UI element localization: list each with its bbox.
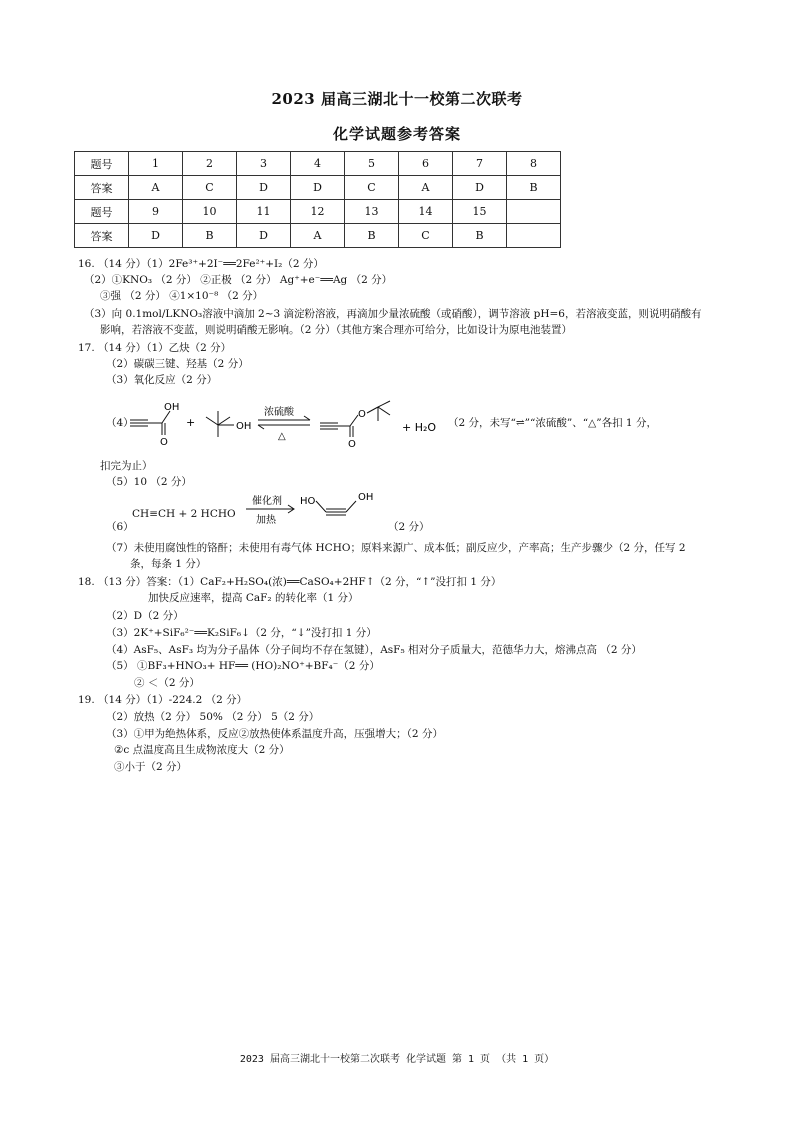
answer-table-cell: 13 [345, 200, 399, 224]
answer-table [74, 151, 561, 248]
answer-table-cell [507, 224, 561, 248]
q17-line-1: 17. （14 分）（1）乙炔（2 分） [78, 342, 232, 354]
answer-table-cell: 15 [453, 200, 507, 224]
answer-table-cell: 11 [237, 200, 291, 224]
q17-6-number: （6） [106, 521, 134, 533]
answer-table-cell: 7 [453, 152, 507, 176]
answer-table-cell: D [237, 176, 291, 200]
q17-line-7: （7）未使用腐蚀性的铬酐；未使用有毒气体 HCHO；原料来源广、成本低；副反应少，产率高；生产步骤少（2 分，任写 2 [106, 542, 686, 554]
carbonyl-o-label: O [348, 439, 356, 450]
answer-table-cell: B [345, 224, 399, 248]
answer-table-row-header: 答案 [75, 224, 129, 248]
ester-product-structure [320, 401, 390, 450]
answer-table-cell: 12 [291, 200, 345, 224]
answer-table-cell: 9 [129, 200, 183, 224]
q19-line-3: （3）①甲为绝热体系，反应②放热使体系温度升高，压强增大；（2 分） [106, 728, 443, 740]
heating-label: 加热 [256, 515, 276, 526]
q17-4-score-note-cont: 扣完为止） [100, 460, 153, 472]
q17-line-3: （3）氧化反应（2 分） [106, 374, 218, 386]
butynediol-structure [300, 492, 373, 515]
q16-line-1: 16. （14 分）（1）2Fe³⁺+2I⁻══2Fe²⁺+I₂（2 分） [78, 258, 324, 270]
answer-table-cell: D [291, 176, 345, 200]
answer-table-cell: C [399, 224, 453, 248]
answer-table-cell: B [507, 176, 561, 200]
answer-table-cell: D [237, 224, 291, 248]
q18-line-5: （4）AsF₅、AsF₃ 均为分子晶体（分子间均不存在氢键），AsF₅ 相对分子质量大，范德华力大，熔沸点高 （2 分） [106, 644, 642, 656]
acid-o-label: O [160, 437, 168, 448]
esterification-equation [0, 395, 794, 455]
answer-table-row-header: 题号 [75, 200, 129, 224]
answer-table-cell: B [453, 224, 507, 248]
water-label: + H₂O [402, 421, 437, 434]
plus-sign: + [186, 416, 196, 429]
exam-title: 2023 届高三湖北十一校第二次联考 [271, 90, 523, 108]
answer-table-cell: D [453, 176, 507, 200]
q17-4-score-note: （2 分，未写“⇌”“浓硫酸”、“△”各扣 1 分， [448, 417, 657, 429]
answer-table-row [75, 176, 561, 200]
q16-line-5: 影响，若溶液不变蓝，则说明硝酸无影响。（2 分）（其他方案合理亦可给分，比如设计为原电池装置） [100, 324, 573, 336]
q17-line-8: 条，每条 1 分） [130, 558, 207, 570]
answer-table-cell: A [129, 176, 183, 200]
diol-oh-label: OH [358, 492, 374, 503]
propiolic-acid-structure [130, 402, 179, 448]
q17-line-2: （2）碳碳三键、羟基（2 分） [106, 358, 249, 370]
answer-table-row [75, 224, 561, 248]
answer-table-row-header: 答案 [75, 176, 129, 200]
answer-table-cell: 14 [399, 200, 453, 224]
alcohol-oh-label: OH [236, 421, 252, 432]
answer-key-title: 化学试题参考答案 [332, 125, 461, 143]
q19-line-5: ③小于（2 分） [114, 761, 188, 773]
q17-line-5: （5）10 （2 分） [106, 476, 192, 488]
answer-table-row [75, 152, 561, 176]
catalyst-label: 浓硫酸 [264, 407, 294, 418]
page-footer: 2023 届高三湖北十一校第二次联考 化学试题 第 1 页 （共 1 页） [239, 1054, 555, 1065]
answer-table-cell: 1 [129, 152, 183, 176]
q19-line-2: （2）放热（2 分） 50% （2 分） 5（2 分） [106, 711, 320, 723]
answer-table-cell: A [399, 176, 453, 200]
answer-table-cell [507, 200, 561, 224]
q17-6-reactants: CH≡CH + 2 HCHO [132, 508, 236, 520]
q18-line-6: （5） ①BF₃+HNO₃+ HF══ (HO)₂NO⁺+BF₄⁻（2 分） [106, 660, 380, 672]
answer-table-cell: 8 [507, 152, 561, 176]
answer-table-cell: C [183, 176, 237, 200]
q16-line-2: （2）①KNO₃ （2 分） ②正极 （2 分） Ag⁺+e⁻══Ag （2 分） [84, 274, 393, 286]
answer-table-row-header: 题号 [75, 152, 129, 176]
q18-line-3: （2）D（2 分） [106, 610, 184, 622]
answer-table-row [75, 200, 561, 224]
q18-line-1: 18. （13 分）答案：（1）CaF₂+H₂SO₄(浓)══CaSO₄+2HF↑（2 分，“↑”没打扣 1 分） [78, 576, 502, 588]
q18-line-7: ② ＜（2 分） [134, 677, 200, 689]
q18-line-2: 加快反应速率，提高 CaF₂ 的转化率（1 分） [148, 592, 359, 604]
answer-table-cell: A [291, 224, 345, 248]
acid-oh-label: OH [164, 402, 180, 413]
q16-line-3: ③强 （2 分） ④1×10⁻⁸ （2 分） [100, 290, 264, 302]
q19-line-1: 19. （14 分）（1）-224.2 （2 分） [78, 694, 248, 706]
q16-line-4: （3）向 0.1mol/LKNO₃溶液中滴加 2~3 滴淀粉溶液，再滴加少量浓硫酸（或硝酸），调节溶液 pH=6，若溶液变蓝，则说明硝酸有 [84, 308, 702, 320]
answer-table-cell: 3 [237, 152, 291, 176]
q18-line-4: （3）2K⁺+SiF₆²⁻══K₂SiF₆↓（2 分，“↓”没打扣 1 分） [106, 627, 377, 639]
answer-table-cell: 4 [291, 152, 345, 176]
answer-table-cell: B [183, 224, 237, 248]
q19-line-4: ②c 点温度高且生成物浓度大（2 分） [114, 744, 290, 756]
diol-ho-label: HO [300, 496, 316, 507]
tert-butanol-structure [206, 411, 251, 437]
answer-table-cell: 6 [399, 152, 453, 176]
answer-table-cell: 10 [183, 200, 237, 224]
answer-table-cell: D [129, 224, 183, 248]
answer-table-cell: C [345, 176, 399, 200]
answer-table-cell: 2 [183, 152, 237, 176]
answer-table-cell: 5 [345, 152, 399, 176]
catalyst2-label: 催化剂 [252, 496, 282, 507]
q17-6-score: （2 分） [388, 521, 430, 533]
heat-label: △ [278, 431, 286, 442]
ester-o-label: O [358, 409, 366, 420]
q17-4-number: （4） [106, 417, 134, 429]
